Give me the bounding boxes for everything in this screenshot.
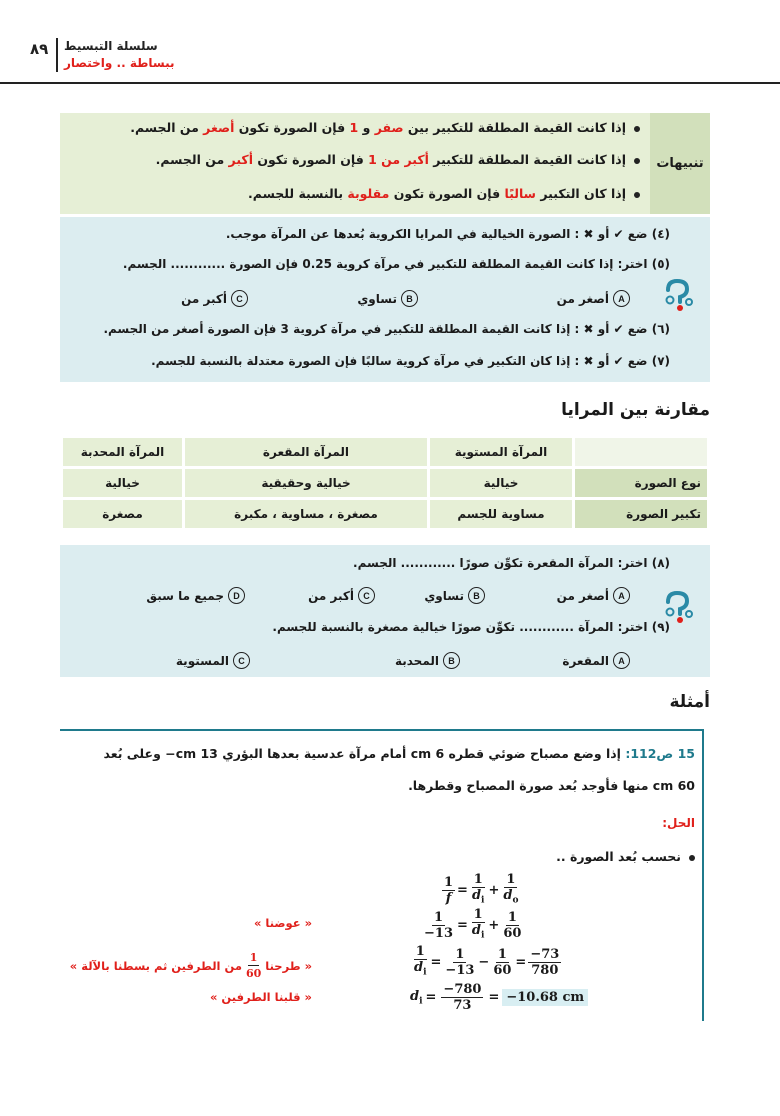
option-b[interactable]: B تساوي (357, 290, 418, 307)
solution-step: نحسب بُعد الصورة .. (556, 849, 695, 864)
table-cell: مساوية للجسم (430, 500, 572, 528)
question-7: (٧) ضع ✔ أو ✖ : إذا كان التكبير في مرآة كروية سالبًا فإن الصورة معتدلة بالنسبة للجسم. (151, 354, 670, 368)
option-b[interactable]: B المحدبة (395, 652, 460, 669)
comparison-table (60, 435, 710, 531)
option-c[interactable]: C المستوية (176, 652, 250, 669)
example-problem-line1: 15 ص112: إذا وضع مصباح ضوئي قطره 6 cm أمام مرآة عدسية بعدها البؤري 13 cm− وعلى بُعد (103, 746, 695, 761)
bullet-icon (689, 855, 695, 861)
equation-subtract: $\frac{1}{d_i}$ = $\frac{1}{-13}$ − $\frac{1}{60}$ = $\frac{-73}{780}$ (414, 944, 560, 978)
series-tagline: ببساطة .. واختصار (64, 56, 175, 70)
examples-title: أمثلة (669, 692, 710, 712)
table-header: المرآة المقعرة (185, 438, 427, 466)
header-rule (0, 82, 780, 84)
question-4: (٤) ضع ✔ أو ✖ : الصورة الخيالية في المرايا الكروية بُعدها عن المرآة موجب. (225, 227, 670, 241)
table-cell: خيالية (430, 469, 572, 497)
option-a[interactable]: A أصغر من (557, 290, 630, 307)
page-number: ٨٩ (30, 40, 49, 58)
table-cell: مصغرة (63, 500, 182, 528)
question-6: (٦) ضع ✔ أو ✖ : إذا كانت القيمة المطلقة للتكبير في مرآة كروية 3 فإن الصورة أصغر من الجسم. (103, 322, 670, 336)
option-a[interactable]: A المقعرة (562, 652, 630, 669)
row-header: نوع الصورة (575, 469, 707, 497)
series-title: سلسلة التبسيط (64, 39, 158, 53)
table-header: المرآة المحدبة (63, 438, 182, 466)
header-divider (56, 38, 58, 72)
table-row (63, 500, 707, 528)
note-item: إذا كان التكبير سالبًا فإن الصورة تكون مقلوبة بالنسبة للجسم. (248, 186, 640, 201)
bullet-icon (634, 158, 640, 164)
step-note: « طرحنا $\frac{1}{60}$ من الطرفين ثم بسطنا بالآلة » (69, 951, 312, 980)
table-cell: خيالية (63, 469, 182, 497)
notes-label: تنبيهات (650, 113, 710, 214)
table-row (63, 438, 707, 466)
comparison-title: مقارنة بين المرايا (561, 400, 710, 420)
solution-label: الحل: (662, 816, 695, 830)
question-icon (662, 278, 694, 318)
table-row (63, 469, 707, 497)
option-a[interactable]: A أصغر من (557, 587, 630, 604)
bullet-icon (634, 192, 640, 198)
table-cell: مصغرة ، مساوية ، مكبرة (185, 500, 427, 528)
table-cell: خيالية وحقيقية (185, 469, 427, 497)
option-d[interactable]: D جميع ما سبق (146, 587, 245, 604)
question-8: (٨) اختر: المرآة المقعرة تكوِّن صورًا ............ الجسم. (353, 556, 670, 570)
result-value: −10.68 cm (502, 989, 588, 1006)
step-note: « قلبنا الطرفين » (210, 990, 312, 1004)
table-header: المرآة المستوية (430, 438, 572, 466)
example-problem-line2: 60 cm منها فأوجد بُعد صورة المصباح وقطرها. (408, 778, 695, 793)
note-item: إذا كانت القيمة المطلقة للتكبير بين صفر و 1 فإن الصورة تكون أصغر من الجسم. (130, 120, 640, 135)
question-9: (٩) اختر: المرآة ............ تكوِّن صورًا خيالية مصغرة بالنسبة للجسم. (272, 620, 670, 634)
equation-substitute: $\frac{1}{-13}$ = $\frac{1}{d_i}$ + $\frac{1}{60}$ (424, 907, 522, 941)
table-cell (575, 438, 707, 466)
question-5: (٥) اختر: إذا كانت القيمة المطلقة للتكبير في مرآة كروية 0.25 فإن الصورة ............ الجسم. (122, 257, 670, 271)
row-header: تكبير الصورة (575, 500, 707, 528)
option-b[interactable]: B تساوي (424, 587, 485, 604)
note-item: إذا كانت القيمة المطلقة للتكبير أكبر من 1 فإن الصورة تكون أكبر من الجسم. (156, 152, 640, 167)
equation-lens: $\frac{1}{f}$ = $\frac{1}{d_i}$ + $\frac{1}{d_o}$ (444, 872, 519, 906)
step-note: « عوضنا » (253, 916, 312, 930)
option-c[interactable]: C أكبر من (308, 587, 375, 604)
equation-result: $d_i$ = $\frac{-780}{73}$ = −10.68 cm (410, 982, 588, 1013)
bullet-icon (634, 126, 640, 132)
option-c[interactable]: C أكبر من (181, 290, 248, 307)
